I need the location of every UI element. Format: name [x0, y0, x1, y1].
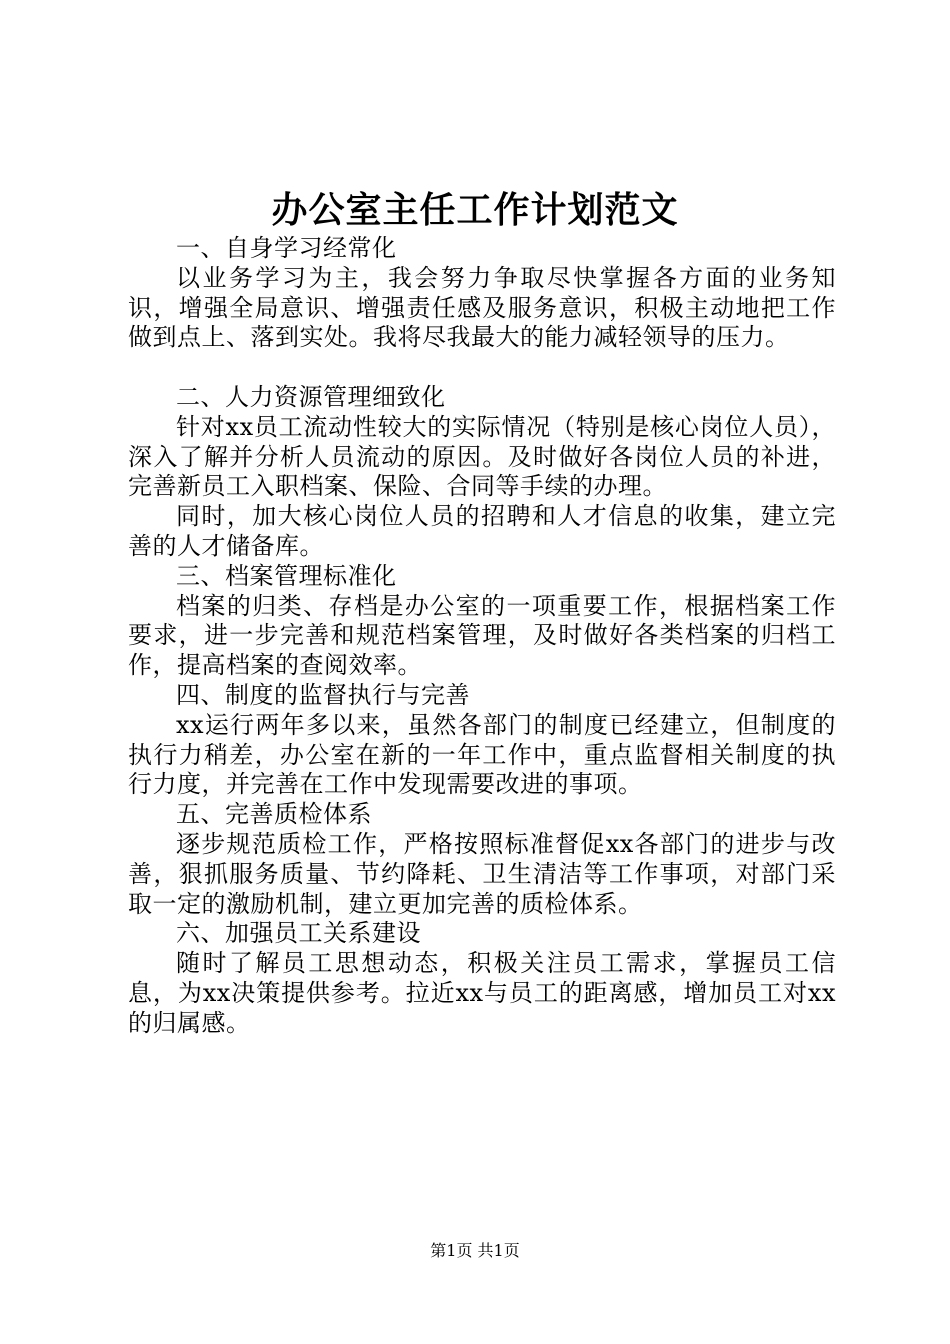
section-heading: 二、人力资源管理细致化 — [176, 382, 446, 411]
section-heading: 三、档案管理标准化 — [176, 561, 397, 590]
document-body — [128, 234, 836, 1039]
section-heading: 六、加强员工关系建设 — [176, 919, 421, 948]
section-paragraph: 逐步规范质检工作，严格按照标准督促xx各部门的进步与改善，狠抓服务质量、节约降耗、卫生清洁等工作事项，对部门采取一定的激励机制，建立更加完善的质检体系。 — [128, 829, 836, 918]
section-paragraph: 随时了解员工思想动态，积极关注员工需求，掌握员工信息，为xx决策提供参考。拉近xx与员工的距离感，增加员工对xx的归属感。 — [128, 949, 836, 1037]
section-heading: 五、完善质检体系 — [176, 800, 372, 829]
section-heading: 四、制度的监督执行与完善 — [176, 680, 470, 709]
section-paragraph: 以业务学习为主，我会努力争取尽快掌握各方面的业务知识，增强全局意识、增强责任感及服务意识，积极主动地把工作做到点上、落到实处。我将尽我最大的能力减轻领导的压力。 — [128, 263, 836, 352]
section-paragraph: 同时，加大核心岗位人员的招聘和人才信息的收集，建立完善的人才储备库。 — [128, 502, 836, 560]
page-footer: 第1页 共1页 — [430, 1241, 520, 1260]
section-paragraph: 档案的归类、存档是办公室的一项重要工作，根据档案工作要求，进一步完善和规范档案管理，及时做好各类档案的归档工作，提高档案的查阅效率。 — [128, 591, 836, 680]
section-paragraph: 针对xx员工流动性较大的实际情况（特别是核心岗位人员），深入了解并分析人员流动的原因。及时做好各岗位人员的补进，完善新员工入职档案、保险、合同等手续的办理。 — [128, 412, 836, 501]
section-paragraph: xx运行两年多以来，虽然各部门的制度已经建立，但制度的执行力稍差，办公室在新的一年工作中，重点监督相关制度的执行力度，并完善在工作中发现需要改进的事项。 — [128, 710, 836, 799]
section-heading: 一、自身学习经常化 — [176, 234, 397, 262]
document-title: 办公室主任工作计划范文 — [271, 189, 679, 231]
section-spacer — [128, 353, 836, 383]
